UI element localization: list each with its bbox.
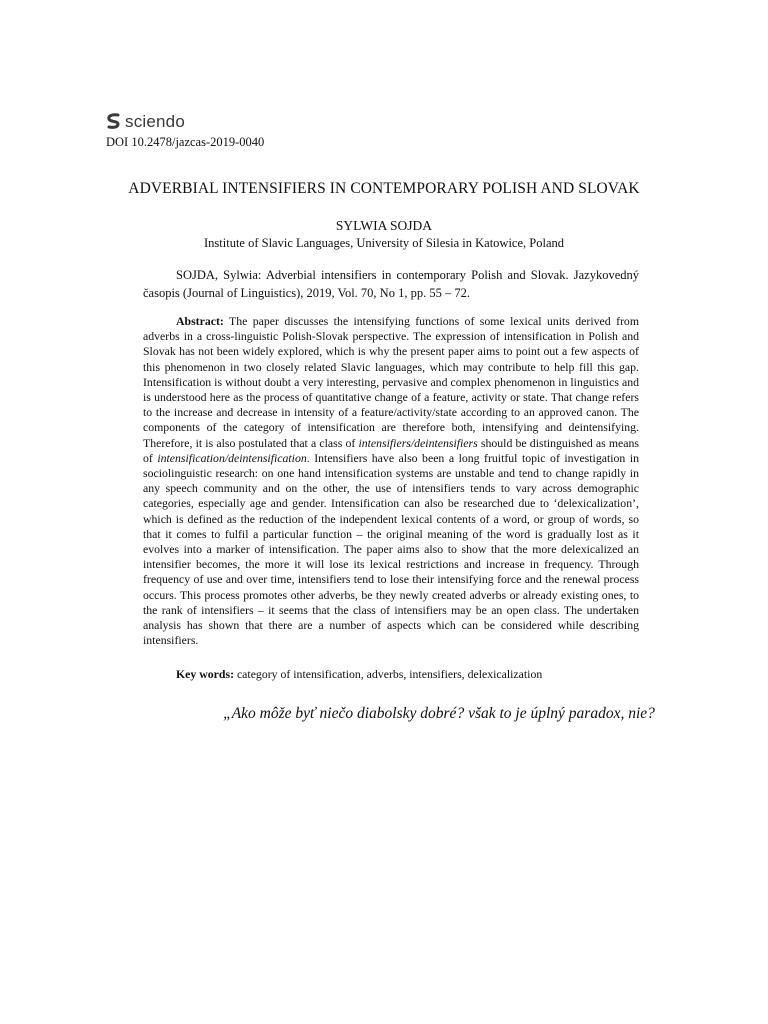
epigraph: „Ako môže byť niečo diabolsky dobré? však to je úplný paradox, nie? (223, 705, 655, 722)
abstract-text-1: The paper discusses the intensifying functions of some lexical units derived from adverbs in a cross-linguistic Polish-Slovak perspective. The expression of intensification in Polish and Slovak has not been widely explored, which is why the present paper aims to point out a few aspects of this phenomenon in two closely related Slavic languages, which may contribute to help fill this gap. Intensification is without doubt a very interesting, pervasive and complex phenomenon in linguistics and is understood here as the process of quantitative change of a feature, activity or state. That change refers to the increase and decrease in intensity of a feature/activity/state according to an approved canon. The components of the category of intensification are therefore both, intensifying and deintensifying. Therefore, it is also postulated that a class of (143, 314, 639, 450)
abstract-text-2: should be distinguished as means of (143, 435, 639, 465)
keywords-text: category of intensification, adverbs, intensifiers, delexicalization (234, 667, 543, 681)
keywords (143, 667, 639, 682)
publisher-logo (106, 112, 185, 132)
abstract (143, 314, 639, 648)
author-name: SYLWIA SOJDA (335, 218, 433, 233)
abstract-term-2: intensification/deintensification (157, 450, 307, 465)
abstract-label: Abstract: (176, 314, 224, 328)
article-title: ADVERBIAL INTENSIFIERS IN CONTEMPORARY POLISH AND SLOVAK (128, 180, 640, 197)
author-affiliation: Institute of Slavic Languages, University of Silesia in Katowice, Poland (204, 236, 564, 250)
keywords-label: Key words: (176, 667, 234, 681)
doi: DOI 10.2478/jazcas-2019-0040 (106, 135, 265, 149)
abstract-term-1: intensifiers/deintensifiers (358, 435, 478, 450)
abstract-text-3: . Intensifiers have also been a long fruitful topic of investigation in sociolinguistic research: on one hand intensification systems are unstable and tend to change rapidly in any speech community and on the other, the use of intensifiers tends to vary across demographic categories, especially age and gender. Intensification can also be researched due to ‘delexicalization’, which is defined as the reduction of the independent lexical contents of a word, or group of words, so that it comes to fulfil a particular function – the original meaning of the word is gradually lost as it evolves into a marker of intensification. The paper aims also to show that the more delexicalized an intensifier becomes, the more it will lose its lexical restrictions and increase in frequency. Through frequency of use and over time, intensifiers tend to lose their intensifying force and the renewal process occurs. This process promotes other adverbs, be they newly created adverbs or already existing ones, to the rank of intensifiers – it seems that the class of intensifiers may be an open class. The undertaken analysis has shown that there are a number of aspects which can be considered while describing intensifiers. (143, 450, 639, 648)
publisher-name: sciendo (125, 112, 185, 131)
sciendo-logo-icon (106, 113, 122, 131)
citation: SOJDA, Sylwia: Adverbial intensifiers in contemporary Polish and Slovak. Jazykovedný časopis (Journal of Linguistics), 2019, Vol. 70, No 1, pp. 55 – 72. (143, 268, 639, 300)
